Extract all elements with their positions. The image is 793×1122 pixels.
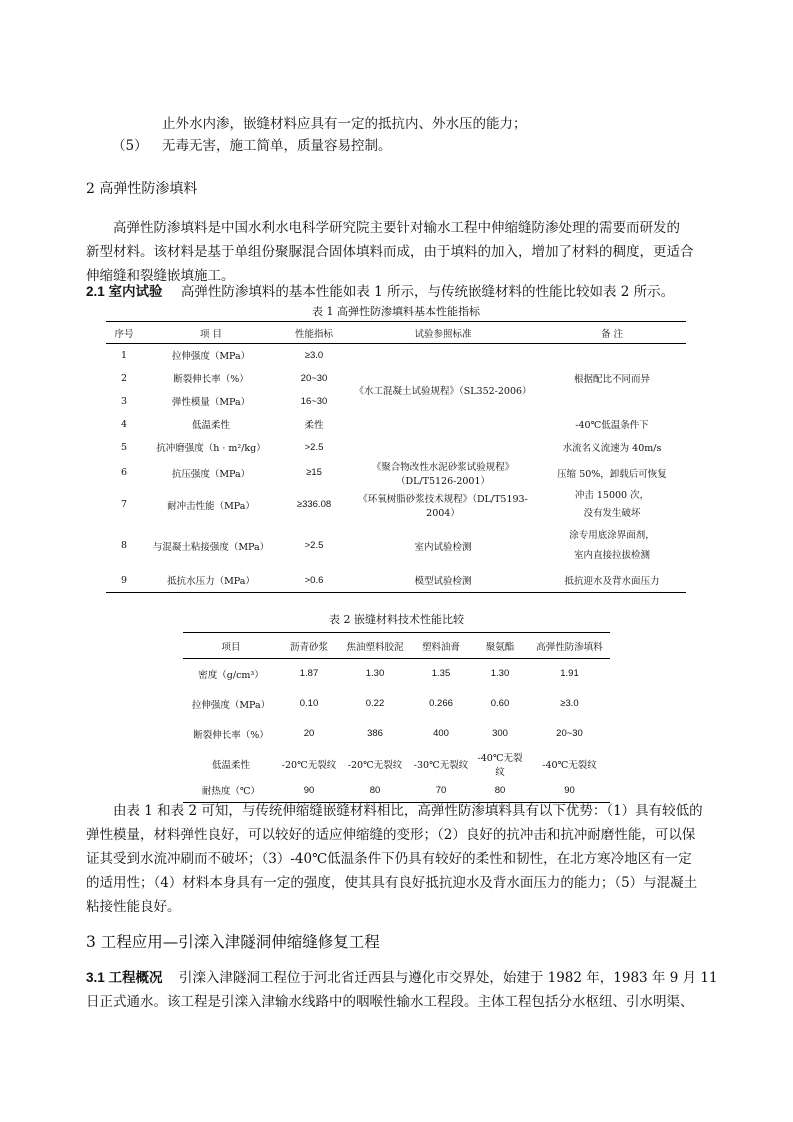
table-row (183, 689, 610, 719)
table-cell: 拉伸强度（MPa） (171, 351, 251, 363)
table-cell: >0.6 (280, 569, 348, 593)
table-cell: 1.30 (490, 668, 510, 680)
paragraph-text: 引滦入津隧洞工程位于河北省迁西县与遵化市交界处，始建于 1982 年，1983 年 9 月 11 (178, 970, 718, 986)
table-cell: 90 (279, 779, 339, 803)
table-cell: 80 (471, 779, 529, 803)
table-header: 试验参照标准 (348, 322, 538, 344)
table-cell: 与混凝土粘接强度（MPa） (152, 541, 270, 553)
table-row (183, 719, 610, 749)
table-caption: 表 1 高弹性防渗填料基本性能指标 (312, 305, 480, 318)
table-cell: 水流名义流速为 40m/s (562, 443, 662, 454)
table-cell: 7 (120, 499, 128, 510)
table-cell: -20℃无裂纹 (347, 759, 403, 771)
table-cell: 柔性 (304, 420, 324, 431)
table-cell: 0.266 (429, 698, 453, 709)
paragraph-line: 由表 1 和表 2 可知，与传统伸缩缝嵌缝材料相比，高弹性防渗填料具有以下优势：（1）具有较低的 (113, 803, 703, 819)
table-cell: 断裂伸长率（%） (193, 729, 269, 741)
table-cell: 8 (120, 540, 128, 551)
table-cell (538, 344, 686, 367)
table-cell: 0.10 (299, 698, 319, 709)
table-cell: 密度（g/cm³） (198, 669, 264, 681)
list-item-text: 无毒无害，施工简单，质量容易控制。 (162, 138, 392, 154)
table-cell: 20~30 (556, 728, 583, 739)
table-cell: 拉伸强度（MPa） (191, 699, 271, 711)
table-row (106, 523, 686, 569)
table-cell-standard: 《环氧树脂砂浆技术规程》（DL/T5193-2004） (358, 493, 528, 519)
paragraph-line: 高弹性防渗填料是中国水利水电科学研究院主要针对输水工程中伸缩缝防渗处理的需要而研发的 (113, 220, 680, 236)
table-cell: -40℃低温条件下 (575, 420, 649, 431)
table-cell: 20 (303, 728, 315, 739)
paragraph-line (86, 966, 718, 990)
table-comparison (183, 632, 610, 803)
table-cell: ≥15 (306, 467, 322, 478)
table-cell: ≥336.08 (296, 499, 332, 510)
paragraph-line: 日正式通水。该工程是引滦入津输水线路中的咽喉性输水工程段。主体工程包括分水枢纽、引水明渠、 (86, 994, 694, 1010)
table-cell: 抵抗水压力（MPa） (142, 569, 280, 593)
table-cell: 80 (339, 779, 411, 803)
table-cell: ≥3.0 (304, 349, 324, 361)
table-cell: 70 (411, 779, 471, 803)
table-cell: 1.87 (299, 668, 319, 680)
table-cell-standard: 《聚合物改性水泥砂浆试验规程》（DL/T5126-2001） (371, 461, 515, 487)
table-row (106, 569, 686, 593)
table-cell: 4 (120, 418, 128, 430)
table-cell: 16~30 (300, 395, 328, 407)
table-cell: -30℃无裂纹 (413, 759, 469, 771)
table-header: 备 注 (538, 322, 686, 344)
section-heading: 3 工程应用—引滦入津隧洞伸缩缝修复工程 (86, 933, 380, 951)
table-cell (538, 390, 686, 413)
table-cell: 抵抗迎水及背水面压力 (538, 569, 686, 593)
table-cell: 弹性模量（MPa） (171, 397, 251, 408)
table-cell: 5 (120, 441, 128, 453)
note-line: 室内直接拉拔检测 (573, 549, 650, 561)
table-header: 沥青砂浆 (279, 633, 339, 659)
table-caption: 表 2 嵌缝材料技术性能比较 (329, 613, 464, 626)
table-cell: 20~30 (300, 372, 328, 384)
intro-line: 止外水内渗，嵌缝材料应具有一定的抵抗内、外水压的能力； (162, 116, 527, 132)
table-cell: 2 (120, 372, 128, 384)
subsection-label: 3.1 工程概况 (86, 970, 163, 985)
table-row (183, 749, 610, 779)
paragraph-line: 弹性模量，材料弹性良好，可以较好的适应伸缩缝的变形；（2）良好的抗冲击和抗冲耐磨性能，可以保 (86, 827, 696, 843)
section-heading: 2 高弹性防渗填料 (86, 181, 198, 197)
table-cell (348, 436, 538, 459)
table-header: 高弹性防渗填料 (529, 633, 610, 659)
table-cell-standard: 模型试验检测 (348, 569, 538, 593)
paragraph (86, 966, 718, 1014)
table-header: 项 目 (142, 322, 280, 344)
table-cell: 抗压强度（MPa） (171, 468, 251, 480)
table-cell: 0.60 (490, 698, 510, 709)
subsection-text: 高弹性防渗填料的基本性能如表 1 所示，与传统嵌缝材料的性能比较如表 2 所示。 (180, 284, 675, 300)
paragraph-line: 证其受到水流冲刷而不破坏；（3）-40℃低温条件下仍具有较好的柔性和韧性，在北方寒冷地区有一定 (86, 851, 692, 867)
table-cell: 断裂伸长率（%） (173, 374, 249, 385)
note-line: 没有发生破坏 (583, 507, 641, 519)
table-cell: 400 (433, 728, 449, 739)
table-cell: 耐热度（℃） (183, 779, 279, 803)
table-header: 项目 (183, 633, 279, 659)
paragraph-line: 粘接性能良好。 (86, 899, 181, 915)
table-cell: 6 (120, 467, 128, 478)
table-cell: 根据配比不同而异 (573, 374, 650, 385)
paragraph-line: 的适用性；（4）材料本身具有一定的强度，使其具有良好抵抗迎水及背水面压力的能力；（5）与混凝土 (86, 875, 698, 891)
paragraph (86, 799, 706, 919)
note-line: 涂专用底涂界面剂， (569, 529, 655, 541)
subsection-line (86, 281, 674, 303)
table-cell: 1.91 (560, 668, 579, 680)
table-cell: 压缩 50%，卸载后可恢复 (557, 468, 667, 480)
table-row (106, 487, 686, 523)
table-row (183, 659, 610, 689)
table-cell: 9 (106, 569, 142, 593)
table-cell: 3 (120, 395, 128, 407)
table-row (106, 436, 686, 459)
table-cell (538, 487, 686, 523)
note-line: 冲击 15000 次， (574, 489, 650, 501)
table-cell: 1 (120, 349, 128, 361)
table-cell: 1.35 (431, 668, 451, 680)
table-performance (106, 321, 686, 593)
paragraph-line: 伸缩缝和裂缝嵌填施工。 (86, 268, 235, 284)
table-row (106, 344, 686, 367)
table-cell: 300 (492, 728, 508, 739)
paragraph-line: 新型材料。该材料是基于单组份聚脲混合固体填料而成，由于填料的加入，增加了材料的稠度，更适合 (86, 244, 694, 260)
table-cell: -20℃无裂纹 (281, 759, 337, 771)
table-cell: 1.30 (365, 668, 385, 680)
table-cell: ≥3.0 (560, 698, 579, 709)
table-cell: 低温柔性 (211, 759, 250, 771)
subsection-label: 2.1 室内试验 (86, 284, 163, 299)
table-header: 聚氨酯 (471, 633, 529, 659)
table-cell: 386 (367, 728, 383, 739)
table-header: 焦油塑料胶泥 (339, 633, 411, 659)
table-cell: -40℃无裂纹 (477, 752, 523, 778)
table-cell: >2.5 (304, 441, 324, 453)
table-cell: 0.22 (365, 698, 385, 709)
table-row (106, 459, 686, 487)
table-cell-standard: 《水工混凝土试验规程》（SL352-2006） (354, 385, 532, 397)
paragraph (86, 216, 706, 288)
table-cell (538, 523, 686, 569)
table-cell: 90 (529, 779, 610, 803)
table-cell: -40℃无裂纹 (542, 759, 597, 771)
table-header: 序号 (106, 322, 142, 344)
table-cell: >2.5 (304, 540, 324, 551)
table-cell: 低温柔性 (191, 420, 230, 431)
list-item-number: （5） (112, 138, 148, 154)
table-cell: 耐冲击性能（MPa） (167, 500, 255, 512)
table-cell-standard: 室内试验检测 (414, 541, 472, 553)
table-header: 性能指标 (280, 322, 348, 344)
table-cell: 抗冲磨强度（h · m²/kg） (156, 443, 266, 454)
table-header: 塑料油膏 (411, 633, 471, 659)
